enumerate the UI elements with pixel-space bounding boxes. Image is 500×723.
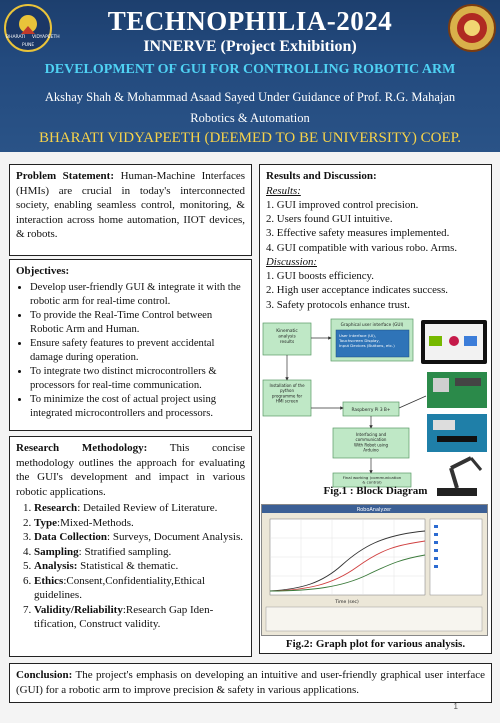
list-item: 2. Users found GUI intuitive. [266,213,393,226]
authors-line: Akshay Shah & Mohammad Asaad Sayed Under Guidance of Prof. R.G. Mahajan [44,90,456,104]
university-logo-icon [4,4,60,52]
results-label: Results: [266,184,301,197]
project-title: DEVELOPMENT OF GUI FOR CONTROLLING ROBOTIC ARM [44,62,456,77]
objectives-list [16,281,245,421]
svg-text:BHARATI: BHARATI [6,35,26,40]
list-item: 3. Data Collection: Surveys, Document Analysis. [34,530,245,545]
discussion-label: Discussion: [266,255,317,268]
objectives-heading: Objectives: [16,265,70,277]
list-item: • Ensure safety features to prevent accidental damage during operation. [30,337,245,365]
list-item: 1. GUI improved control precision. [266,198,419,211]
list-item: 3. Safety protocols enhance trust. [266,298,410,311]
results-heading: Results and Discussion: [266,170,377,182]
arduino-board-icon [427,414,487,452]
data-table-panel [266,607,482,631]
svg-text:Graphical user interface (GUI): Graphical user interface (GUI) [340,322,404,327]
list-item: 2. High user acceptance indicates success. [266,284,448,297]
svg-text:Raspberry Pi 3 B+: Raspberry Pi 3 B+ [351,408,391,413]
results-list [266,198,485,255]
list-item: 4. Sampling: Stratified sampling. [34,545,245,560]
department-line: Robotics & Automation [190,111,310,125]
poster-header [0,0,500,152]
page-number: 1 [453,702,458,711]
methodology-box [9,436,252,657]
conclusion-box [9,663,492,703]
svg-text:User Interface (UI),Touchscree: User Interface (UI), Touchscreen Display, Input Devices (Buttons, etc.) [339,333,395,348]
methodology-intro: This concise methodology outlines the approach for evaluating the GUI's development and impact in various robotic applications. [16,442,245,498]
poster-title: TECHNOPHILIA-2024 [107,6,393,36]
svg-text:Installation of thepythonprogr: Installation of the python programme for HMI screen [269,383,305,404]
figure1-caption: Fig.1 : Block Diagram [323,485,428,497]
emblem-icon [448,4,496,52]
list-item: 2. Type:Mixed-Methods. [34,516,245,531]
objectives-box [9,259,252,431]
list-item: 4. GUI compatible with various robo. Arms. [266,241,458,254]
list-item: • To minimize the cost of actual project using integrated microcontrollers and processors. [30,393,245,421]
list-item: 7. Validity/Reliability:Research Gap Iden- tification, Construct validity. [34,603,245,632]
list-item: 5. Analysis: Statistical & thematic. [34,559,245,574]
svg-text:Final working (communication&: Final working (communication & control) [342,475,402,485]
conclusion-text: The project's emphasis on developing an intuitive and user-friendly graphical user interface (GUI) for a robotic arm to improve precision & safety in various applications. [16,669,485,696]
svg-text:Time (sec): Time (sec) [335,600,359,605]
problem-statement-box [9,164,252,256]
methodology-heading: Research Methodology: [16,442,148,454]
list-item: 6. Ethics:Consent,Confidentiality,Ethical guidelines. [34,574,245,603]
svg-text:VIDYAPEETH: VIDYAPEETH [32,35,60,40]
discussion-list [266,269,485,312]
svg-text:PUNE: PUNE [22,43,35,48]
list-item: 1. Research: Detailed Review of Literature. [34,501,245,516]
list-item: 1. GUI boosts efficiency. [266,270,374,283]
poster-subtitle: INNERVE (Project Exhibition) [143,38,357,55]
list-item: • Develop user-friendly GUI & integrate it with the robotic arm for real-time control. [30,281,245,309]
list-item: • To provide the Real-Time Control between Robotic Arm and Human. [30,309,245,337]
list-item: • To integrate two distinct microcontrollers & processors for real-time communication. [30,365,245,393]
svg-text:Interfacing andcommunicationWi: Interfacing and communication With Robot using Arduino [353,432,389,453]
figure2-caption: Fig.2: Graph plot for various analysis. [285,638,466,650]
problem-heading: Problem Statement: [16,170,114,182]
conclusion-heading: Conclusion: [16,669,73,681]
university-name: BHARATI VIDYAPEETH (DEEMED TO BE UNIVERSITY) COEP. [38,130,462,146]
list-item: 3. Effective safety measures implemented. [266,227,450,240]
methodology-list [16,501,245,632]
graph-screenshot [261,504,488,636]
block-diagram [261,318,490,500]
svg-text:RoboAnalyzer: RoboAnalyzer [356,507,392,513]
svg-text:Kinematicanalysisresults: Kinematic analysis results [276,329,298,345]
problem-text: Human-Machine Interfaces (HMIs) are crucial in today's interconnected society, enabling seamless control, monitoring, & interaction across home automation, IIOT devices, & robots. [16,170,246,241]
